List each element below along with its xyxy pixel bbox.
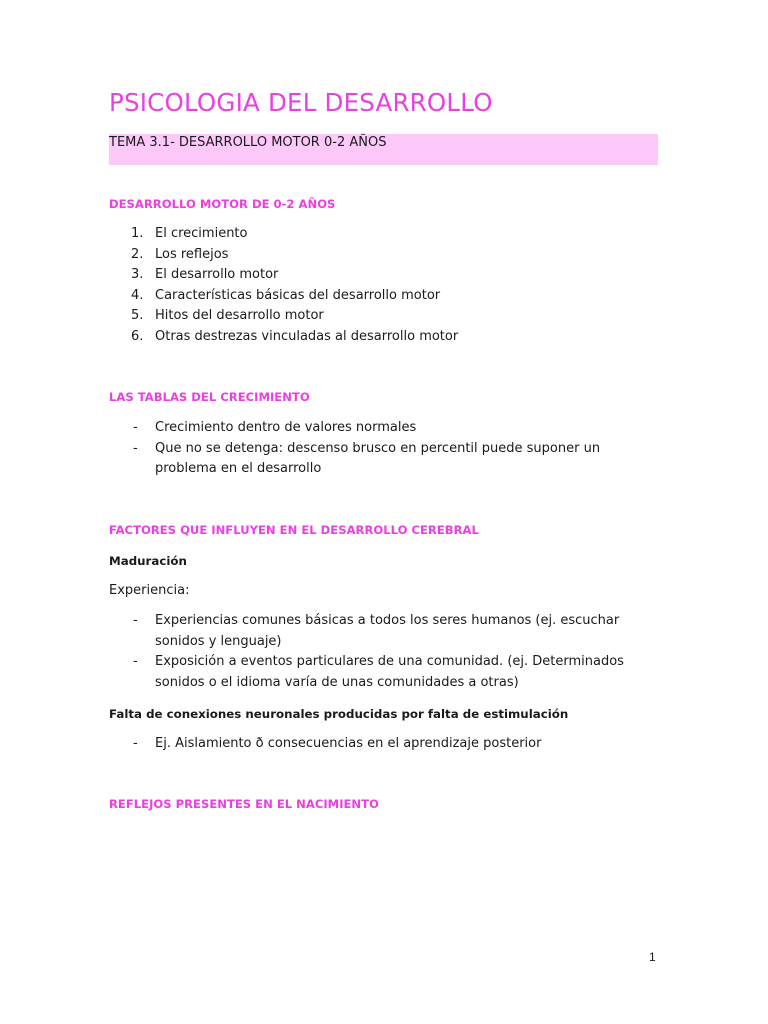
list-item-text: Los reflejos: [155, 246, 229, 262]
document-title: PSICOLOGIA DEL DESARROLLO: [109, 88, 493, 117]
list-item-text: Experiencias comunes básicas a todos los seres humanos (ej. escuchar sonidos y lenguaje): [155, 613, 620, 649]
list-item: [0, 611, 650, 652]
list-item: [0, 327, 650, 348]
list-marker: 2.: [131, 246, 144, 262]
list-item-text: Hitos del desarrollo motor: [155, 308, 324, 323]
experiencia-list: [0, 611, 650, 693]
list-marker: 3.: [131, 267, 144, 282]
falta-conexiones-heading: Falta de conexiones neuronales producidas por falta de estimulación: [109, 707, 569, 721]
list-item: [0, 652, 650, 693]
maduracion-heading: Maduración: [109, 554, 187, 568]
desarrollo-motor-list: [0, 224, 650, 347]
list-item: [0, 286, 650, 307]
falta-conexiones-list: [0, 734, 650, 755]
section-heading-desarrollo-motor: DESARROLLO MOTOR DE 0-2 AÑOS: [109, 197, 336, 211]
list-marker: -: [133, 654, 138, 669]
page-number: 1: [649, 950, 656, 964]
topic-banner: TEMA 3.1- DESARROLLO MOTOR 0-2 AÑOS: [109, 134, 658, 165]
list-item-text: Que no se detenga: descenso brusco en percentil puede suponer un problema en el desarrollo: [155, 440, 601, 476]
list-item-text: El desarrollo motor: [155, 267, 279, 282]
list-marker: -: [133, 613, 138, 628]
list-marker: 1.: [131, 226, 144, 241]
list-item: [0, 734, 650, 755]
list-item: [0, 265, 650, 286]
list-marker: -: [133, 736, 138, 751]
list-item-text: Crecimiento dentro de valores normales: [155, 420, 417, 435]
list-item-text: Otras destrezas vinculadas al desarrollo motor: [155, 328, 459, 344]
section-heading-factores: FACTORES QUE INFLUYEN EN EL DESARROLLO CEREBRAL: [109, 523, 479, 537]
experiencia-label: Experiencia:: [109, 583, 190, 598]
list-item: [0, 418, 650, 439]
list-marker: -: [133, 420, 138, 435]
list-item-text: Características básicas del desarrollo motor: [155, 287, 441, 303]
list-item-text: Ej. Aislamiento ð consecuencias en el aprendizaje posterior: [155, 736, 542, 751]
list-marker: 4.: [131, 287, 144, 303]
list-item: [0, 439, 650, 480]
list-marker: -: [133, 440, 138, 456]
list-item: [0, 224, 650, 245]
section-heading-reflejos: REFLEJOS PRESENTES EN EL NACIMIENTO: [109, 797, 379, 811]
section-heading-tablas-crecimiento: LAS TABLAS DEL CRECIMIENTO: [109, 390, 310, 404]
list-item: [0, 306, 650, 327]
list-item-text: El crecimiento: [155, 226, 248, 241]
list-item: [0, 245, 650, 266]
list-marker: 6.: [131, 328, 144, 344]
list-item-text: Exposición a eventos particulares de una comunidad. (ej. Determinados sonidos o el idioma varía de unas comunidades a otras): [155, 654, 624, 690]
list-marker: 5.: [131, 308, 144, 323]
tablas-crecimiento-list: [0, 418, 650, 480]
